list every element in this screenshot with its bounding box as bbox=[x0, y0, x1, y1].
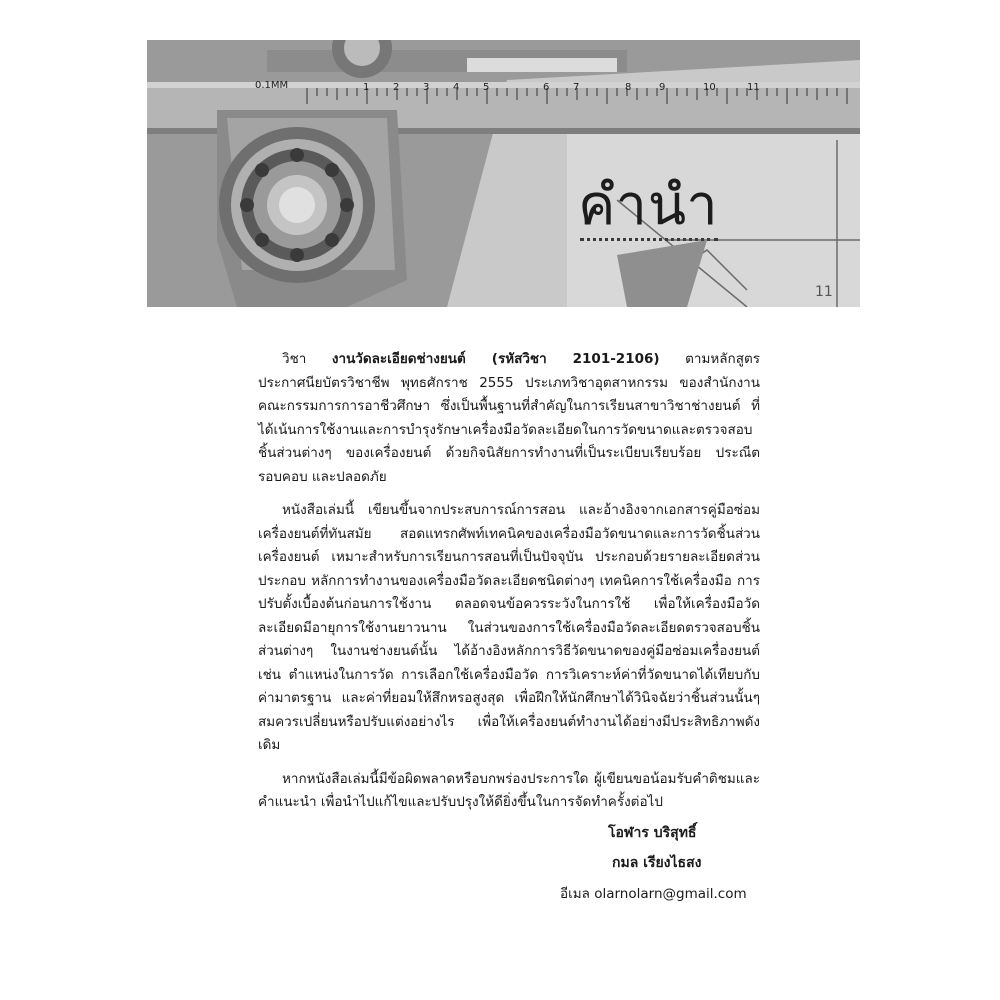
ruler-number: 1 bbox=[363, 82, 370, 93]
page-title: คำนำ bbox=[578, 173, 719, 238]
email-label: อีเมล bbox=[560, 886, 590, 902]
ruler-number: 8 bbox=[625, 82, 632, 93]
ruler-number: 7 bbox=[573, 82, 580, 93]
paragraph-3 bbox=[258, 768, 760, 815]
ruler-number: 9 bbox=[659, 82, 666, 93]
ruler-number: 10 bbox=[703, 82, 716, 93]
paragraph-3-text: หากหนังสือเล่มนี้มีข้อผิดพลาดหรือบกพร่องประการใด ผู้เขียนขอน้อมรับคำติชมและคำแนะนำ เพื่อนำไปแก้ไขและปรับปรุงให้ดียิ่งขึ้นในการจัดทำครั้งต่อไป bbox=[258, 770, 760, 810]
ruler-number: 3 bbox=[423, 82, 430, 93]
paragraph-2-text: หนังสือเล่มนี้ เขียนขึ้นจากประสบการณ์การสอน และอ้างอิงจากเอกสารคู่มือซ่อมเครื่องยนต์ที่ทันสมัย สอดแทรกศัพท์เทคนิคของเครื่องมือวัดขนาดและการวัดชิ้นส่วนเครื่องยนต์ เหมาะสำหรับการเรียนการสอนที่เป็นปัจจุบัน ประกอบด้วยรายละเอียดส่วนประกอบ หลักการทำงานของเครื่องมือวัดละเอียดชนิดต่างๆ เทคนิคการใช้เครื่องมือ การปรับตั้งเบื้องต้นก่อนการใช้งาน ตลอดจนข้อควรระวังในการใช้ เพื่อให้เครื่องมือวัดละเอียดมีอายุการใช้งานยาวนาน ในส่วนของการใช้เครื่องมือวัดละเอียดตรวจสอบชิ้นส่วนต่างๆ ในงานช่างยนต์นั้น ได้อ้างอิงหลักการวิธีวัดขนาดของคู่มือซ่อมเครื่องยนต์ เช่น ตำแหน่งในการวัด การเลือกใช้เครื่องมือวัด การวิเคราะห์ค่าที่วัดขนาดได้เทียบกับค่ามาตรฐาน และค่าที่ยอมให้สึกหรอสูงสุด เพื่อฝึกให้นักศึกษาได้วินิจฉัยว่าชิ้นส่วนนั้นๆ สมควรเปลี่ยนหรือปรับแต่งอย่างไร เพื่อให้เครื่องยนต์ทำงานได้อย่างมีประสิทธิภาพดังเดิม bbox=[258, 502, 760, 753]
author-name-1: โอฬาร บริสุทธิ์ bbox=[608, 825, 697, 841]
svg-text:11: 11 bbox=[815, 284, 833, 300]
ruler-unit-label: 0.1MM bbox=[255, 80, 289, 91]
paragraph-1-prefix: วิชา bbox=[282, 351, 332, 367]
email-line bbox=[560, 882, 747, 904]
ruler-number: 5 bbox=[483, 82, 490, 93]
title-underline-dots bbox=[580, 238, 718, 241]
paragraph-1-text: ตามหลักสูตรประกาศนียบัตรวิชาชีพ พุทธศักราช 2555 ประเภทวิชาอุตสาหกรรม ของสำนักงานคณะกรรมการการอาชีวศึกษา ซึ่งเป็นพื้นฐานที่สำคัญในการเรียนสาขาวิชาช่างยนต์ ที่ได้เน้นการใช้งานและการบำรุงรักษาเครื่องมือวัดละเอียดในการวัดขนาดและตรวจสอบชิ้นส่วนต่างๆ ของเครื่องยนต์ ด้วยกิจนิสัยการทำงานที่เป็นระเบียบเรียบร้อย ประณีต รอบคอบ และปลอดภัย bbox=[258, 351, 760, 485]
ruler-number: 11 bbox=[747, 82, 760, 93]
paragraph-2 bbox=[258, 499, 760, 758]
caliper-photo bbox=[147, 40, 860, 307]
preface-body bbox=[258, 348, 760, 825]
header-banner bbox=[147, 40, 860, 307]
course-title: งานวัดละเอียดช่างยนต์ (รหัสวิชา 2101-2106) bbox=[331, 351, 660, 367]
ruler-number: 2 bbox=[393, 82, 400, 93]
ruler-number: 4 bbox=[453, 82, 460, 93]
paragraph-1 bbox=[258, 348, 760, 489]
ruler-number: 6 bbox=[543, 82, 550, 93]
author-name-2: กมล เรียงไธสง bbox=[612, 855, 702, 871]
email-address: olarnolarn@gmail.com bbox=[594, 886, 747, 902]
